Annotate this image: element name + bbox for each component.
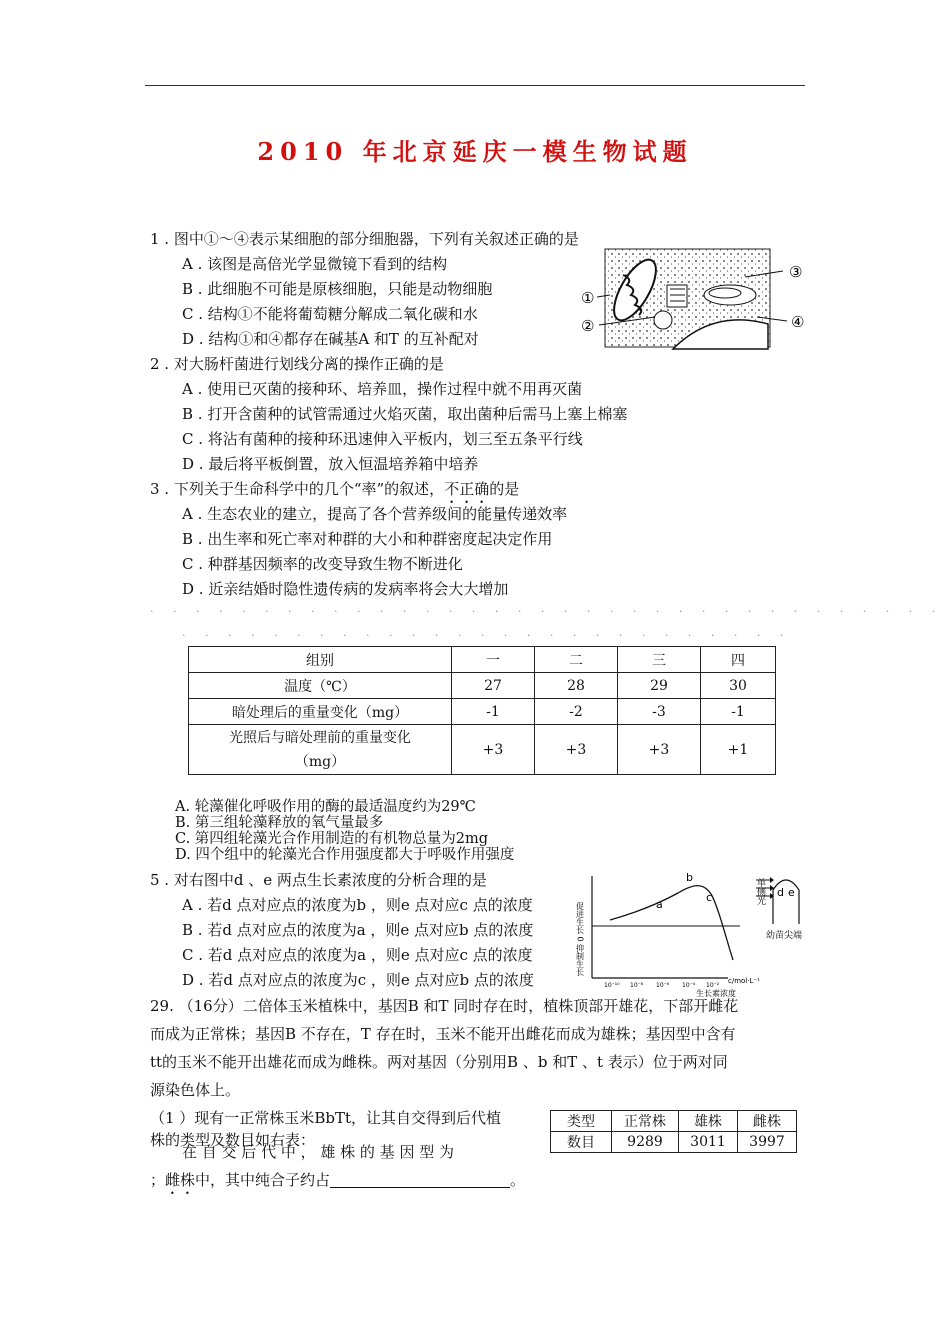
- q1-option-d: D . 结构①和④都存在碱基A 和T 的互补配对: [182, 330, 479, 348]
- x-tick: 10⁻⁴: [682, 982, 696, 989]
- q2-option-a: A . 使用已灭菌的接种环、培养皿，操作过程中就不用再灭菌: [182, 380, 583, 398]
- top-rule: [145, 85, 805, 86]
- table-cell: 3997: [738, 1132, 797, 1153]
- q29-line-2: 而成为正常株；基因B 不存在，T 存在时，玉米不能开出雌花而成为雄株；基因型中含有: [150, 1025, 736, 1043]
- table-cell: 3011: [679, 1132, 738, 1153]
- auxin-curve-figure: [575, 868, 813, 998]
- cell-organelle-figure: [575, 245, 810, 350]
- q2-stem: 2 . 对大肠杆菌进行划线分离的操作正确的是: [150, 355, 444, 373]
- q5-option-c: C . 若d 点对应点的浓度为a ，则e 点对应c 点的浓度: [182, 946, 533, 964]
- table-cell: 温度（℃）: [189, 673, 452, 699]
- light-label: 单侧光: [755, 878, 765, 905]
- q29-line-1: 29. （16分）二倍体玉米植株中，基因B 和T 同时存在时，植株顶部开雄花，下部开雌花: [150, 997, 739, 1015]
- seedling-tip-label: 幼苗尖端: [766, 931, 803, 941]
- q5-option-a: A . 若d 点对应点的浓度为b ，则e 点对应c 点的浓度: [182, 896, 533, 914]
- table-cell: +3: [618, 725, 701, 775]
- point-b: b: [686, 871, 693, 884]
- q4-option-a: A. 轮藻催化呼吸作用的酶的最适温度约为29℃: [175, 799, 476, 815]
- q3-stem: 3 . 下列关于生命科学中的几个“率”的叙述，不正确的是: [150, 480, 520, 498]
- table-cell: -3: [618, 699, 701, 725]
- table-cell: 四: [701, 647, 776, 673]
- x-unit: c/mol·L⁻¹: [728, 977, 760, 985]
- q1-option-c: C . 结构①不能将葡萄糖分解成二氧化碳和水: [182, 305, 478, 323]
- q29-sub1-line-4: ；雌株中，其中纯合子约占 。: [150, 1171, 526, 1189]
- q4-option-d: D. 四个组中的轮藻光合作用强度都大于呼吸作用强度: [175, 847, 515, 863]
- point-a: a: [656, 898, 663, 911]
- page-title: 2010 年北京延庆一模生物试题: [257, 137, 693, 166]
- x-tick: 10⁻⁶: [656, 982, 670, 989]
- q3-option-d: D . 近亲结婚时隐性遗传病的发病率将会大大增加: [182, 580, 509, 598]
- table-cell: 30: [701, 673, 776, 699]
- label-d: d: [777, 886, 784, 899]
- table-cell: 暗处理后的重量变化（mg）: [189, 699, 452, 725]
- q1-stem: 1 . 图中①～④表示某细胞的部分细胞器，下列有关叙述正确的是: [150, 230, 579, 248]
- label-4: ④: [791, 313, 805, 331]
- q4-option-c: C. 第四组轮藻光合作用制造的有机物总量为2mg: [175, 831, 489, 847]
- q1-option-b: B . 此细胞不可能是原核细胞，只能是动物细胞: [182, 280, 493, 298]
- table-cell: 9289: [612, 1132, 679, 1153]
- table-cell: 类型: [551, 1111, 612, 1132]
- q4-option-b: B. 第三组轮藻释放的氧气量最多: [175, 815, 384, 831]
- label-1: ①: [581, 289, 595, 307]
- q2-option-c: C . 将沾有菌种的接种环迅速伸入平板内，划三至五条平行线: [182, 430, 583, 448]
- x-tick: 10⁻¹⁰: [604, 982, 620, 989]
- x-axis-label: 生长素浓度: [696, 989, 736, 998]
- x-tick: 10⁻²: [706, 982, 720, 989]
- q5-option-b: B . 若d 点对应点的浓度为a ，则e 点对应b 点的浓度: [182, 921, 534, 939]
- dotted-line-2: . . . . . . . . . . . . . . . . . . . . . . . . . . .: [182, 626, 792, 639]
- point-c: c: [706, 891, 713, 904]
- table-cell: 一: [452, 647, 535, 673]
- q29-sub1-line-1: （1 ）现有一正常株玉米BbTt，让其自交得到后代植: [150, 1109, 501, 1127]
- q2-option-b: B . 打开含菌种的试管需通过火焰灭菌，取出菌种后需马上塞上棉塞: [182, 405, 628, 423]
- table-cell: 组别: [189, 647, 452, 673]
- table-cell: -1: [452, 699, 535, 725]
- table-cell: 雌株: [738, 1111, 797, 1132]
- y-axis-label: 促进生长 0 抑制生长: [575, 902, 585, 977]
- table-cell: 27: [452, 673, 535, 699]
- offspring-table: [550, 1110, 797, 1153]
- label-2: ②: [581, 317, 595, 335]
- q3-option-c: C . 种群基因频率的改变导致生物不断进化: [182, 555, 463, 573]
- table-cell: 28: [535, 673, 618, 699]
- table-cell: 三: [618, 647, 701, 673]
- table-cell: +3: [452, 725, 535, 775]
- q3-option-a: A . 生态农业的建立，提高了各个营养级间的能量传递效率: [182, 505, 568, 523]
- table-cell: 雄株: [679, 1111, 738, 1132]
- table-cell: 29: [618, 673, 701, 699]
- q5-option-d: D . 若d 点对应点的浓度为c ，则e 点对应b 点的浓度: [182, 971, 534, 989]
- table-cell: +3: [535, 725, 618, 775]
- table-cell: 二: [535, 647, 618, 673]
- q29-line-3: tt的玉米不能开出雄花而成为雌株。两对基因（分别用B 、b 和T 、t 表示）位于两对同: [150, 1053, 728, 1071]
- q3-option-b: B . 出生率和死亡率对种群的大小和种群密度起决定作用: [182, 530, 553, 548]
- table-cell: -2: [535, 699, 618, 725]
- table-cell: +1: [701, 725, 776, 775]
- q5-stem: 5 . 对右图中d 、e 两点生长素浓度的分析合理的是: [150, 871, 487, 889]
- q2-option-d: D . 最后将平板倒置，放入恒温培养箱中培养: [182, 455, 479, 473]
- q29-sub1-line-3: 在 自 交 后 代 中 ， 雄 株 的 基 因 型 为: [182, 1143, 454, 1161]
- q29-sub1-line-2: 株的类型及数目如右表：: [150, 1131, 316, 1149]
- data-table: [188, 646, 776, 775]
- q1-option-a: A . 该图是高倍光学显微镜下看到的结构: [182, 255, 448, 273]
- label-e: e: [788, 886, 795, 899]
- q29-line-4: 源染色体上。: [150, 1081, 241, 1099]
- table-cell: 数目: [551, 1132, 612, 1153]
- table-cell: 光照后与暗处理前的重量变化（mg）: [189, 725, 452, 775]
- table-cell: 正常株: [612, 1111, 679, 1132]
- dotted-line-1: . . . . . . . . . . . . . . . . . . . . . . . . . . . . . . . . . . .: [150, 602, 944, 615]
- table-cell: -1: [701, 699, 776, 725]
- label-3: ③: [789, 263, 803, 281]
- x-tick: 10⁻⁸: [630, 982, 644, 989]
- answer-blank[interactable]: [330, 1169, 510, 1188]
